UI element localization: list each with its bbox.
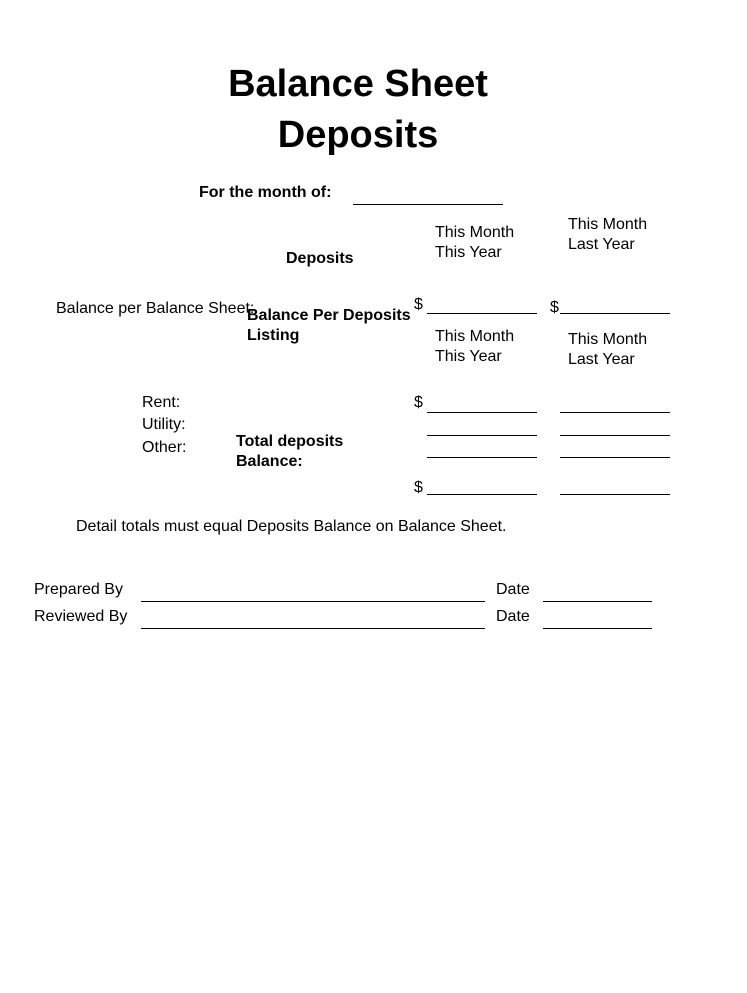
other-last-year-line[interactable]	[560, 457, 670, 458]
row-label-other: Other:	[142, 439, 187, 456]
utility-this-year-line[interactable]	[427, 435, 537, 436]
currency-symbol: $	[550, 299, 559, 316]
total-deposits-balance-label: Total deposits Balance:	[236, 433, 344, 470]
reviewed-by-label: Reviewed By	[34, 608, 128, 625]
balance-sheet-last-year-line[interactable]	[560, 313, 670, 314]
rent-last-year-line[interactable]	[560, 412, 670, 413]
balance-per-balance-sheet-label: Balance per Balance Sheet:	[56, 300, 255, 317]
utility-last-year-line[interactable]	[560, 435, 670, 436]
page-subtitle: Deposits	[277, 114, 439, 156]
col-header-this-month-this-year-2: This Month This Year	[435, 328, 515, 365]
row-label-rent: Rent:	[142, 394, 181, 411]
reviewed-date-label: Date	[496, 608, 530, 625]
deposits-heading: Deposits	[286, 250, 354, 267]
reviewed-date-line[interactable]	[543, 628, 652, 629]
balance-per-deposits-listing-label: Balance Per Deposits Listing	[247, 307, 411, 344]
prepared-date-line[interactable]	[543, 601, 652, 602]
currency-symbol: $	[414, 479, 423, 496]
currency-symbol: $	[414, 394, 423, 411]
prepared-by-label: Prepared By	[34, 581, 123, 598]
col-header-this-month-this-year: This Month This Year	[435, 224, 515, 261]
page-title: Balance Sheet	[228, 63, 488, 105]
balance-sheet-this-year-line[interactable]	[427, 313, 537, 314]
detail-totals-note: Detail totals must equal Deposits Balance on Balance Sheet.	[76, 518, 507, 535]
prepared-date-label: Date	[496, 581, 530, 598]
total-this-year-line[interactable]	[427, 494, 537, 495]
other-this-year-line[interactable]	[427, 457, 537, 458]
reviewed-by-line[interactable]	[141, 628, 485, 629]
rent-this-year-line[interactable]	[427, 412, 537, 413]
month-input-line[interactable]	[353, 204, 503, 205]
total-last-year-line[interactable]	[560, 494, 670, 495]
month-label: For the month of:	[199, 184, 332, 201]
prepared-by-line[interactable]	[141, 601, 485, 602]
currency-symbol: $	[414, 296, 423, 313]
col-header-this-month-last-year: This Month Last Year	[568, 216, 648, 253]
col-header-this-month-last-year-2: This Month Last Year	[568, 331, 648, 368]
row-label-utility: Utility:	[142, 416, 186, 433]
